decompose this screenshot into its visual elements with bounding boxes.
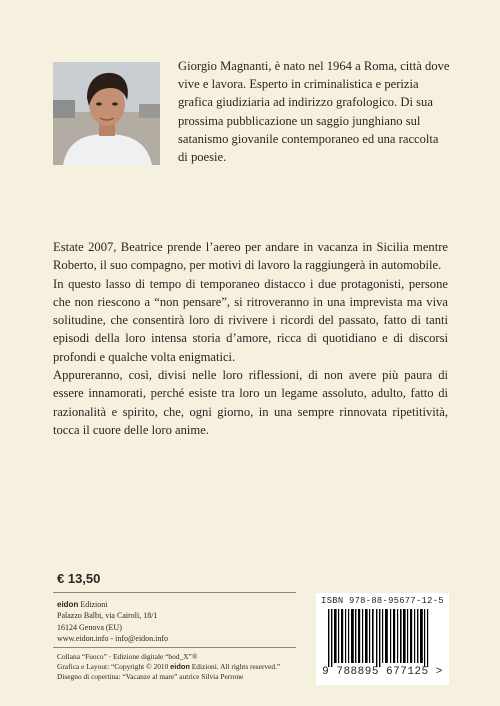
book-blurb <box>53 238 448 439</box>
author-portrait-icon <box>53 62 160 165</box>
credits-copyright-pre: Grafica e Layout: “Copyright © 2010 <box>57 662 171 672</box>
publisher-city: 16124 Genova (EU) <box>57 622 122 632</box>
credits <box>57 652 317 683</box>
author-bio: Giorgio Magnanti, è nato nel 1964 a Roma, città dove vive e lavora. Esperto in criminalistica e perizia grafica giudiziaria ad indirizzo grafologico. Di sua prossima pubblicazione un saggio junghiano sul satanismo giovanile contemporaneo ed una raccolta di poesie. <box>178 59 450 165</box>
credits-series: Collana “Fuoco” · Edizione digitale “bod_X”® <box>57 652 198 661</box>
publisher-name-suffix: Edizioni <box>78 600 108 609</box>
publisher-address: Palazzo Balbi, via Cairoli, 18/1 <box>57 611 158 621</box>
blurb-paragraph: Appureranno, così, divisi nelle loro riflessioni, di non avere più paura di essere innamorati, perché esiste tra loro un legame assoluto, adulto, fatto di razionalità e spirito, che, ogni giorno, in una sempre rinnovata ripetitività, tocca il cuore delle loro anime. <box>53 368 448 437</box>
credits-copyright-post: Edizioni. All rights reserved.” <box>189 662 281 672</box>
publisher-name <box>57 599 297 610</box>
credits-copyright <box>57 662 317 672</box>
publisher-web: www.eidon.info - info@eidon.info <box>57 633 169 643</box>
credits-brand: eidon <box>170 662 190 672</box>
price-label: € 13,50 <box>57 571 101 586</box>
credits-cover-design: Disegno di copertina: “Vacanze al mare” autrice Silvia Perrone <box>57 672 244 682</box>
barcode-digits: 9 788895 677125 > <box>322 666 443 678</box>
divider-bottom <box>53 647 296 648</box>
isbn-label: ISBN 978-88-95677-12-5 <box>321 596 444 606</box>
barcode-bars-icon <box>320 609 445 667</box>
divider-top <box>53 592 296 593</box>
publisher-brand: eidon <box>57 600 79 609</box>
blurb-paragraph: In questo lasso di tempo di temporaneo distacco i due protagonisti, persone che non riescono a “non pensare”, si ritroveranno in una imprevista ma viva solitudine, che consentirà loro di rivivere i ricordi del passato, fatto di tanti episodi della loro intensa storia d’amore, ricca di quotidiano e di discorsi profondi e qualche volta enigmatici. <box>53 276 448 364</box>
author-photo <box>53 62 160 165</box>
blurb-paragraph: Estate 2007, Beatrice prende l’aereo per andare in vacanza in Sicilia mentre Roberto, il suo compagno, per motivi di lavoro la raggiungerà in automobile. <box>53 240 448 273</box>
isbn-barcode <box>316 593 449 685</box>
publisher-info <box>57 599 297 644</box>
